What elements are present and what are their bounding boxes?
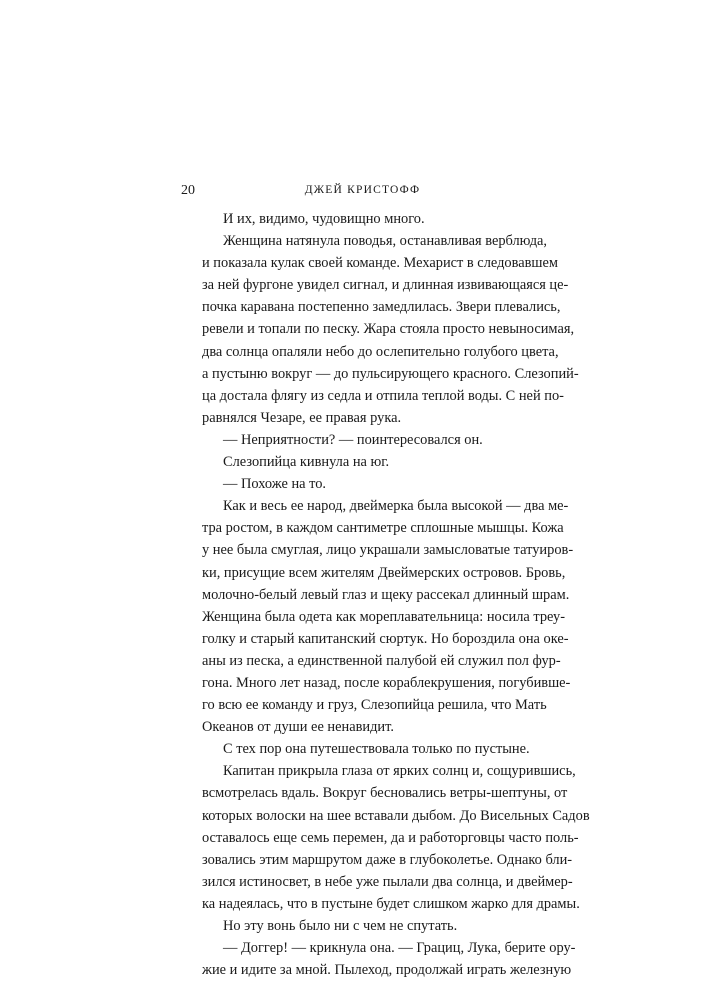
text-line: Но эту вонь было ни с чем не спутать. (223, 918, 458, 934)
paragraph (181, 760, 590, 915)
text-line: го всю ее команду и груз, Слезопийца решила, что Мать (202, 697, 547, 714)
paragraph (181, 208, 544, 230)
text-line: за ней фургоне увидел сигнал, и длинная извивающаяся це- (202, 277, 569, 294)
paragraph (181, 495, 574, 738)
text-line: два солнца опаляли небо до ослепительно голубого цвета, (202, 343, 559, 360)
running-head (181, 183, 544, 203)
text-line: гона. Много лет назад, после кораблекрушения, погубивше- (202, 674, 571, 691)
text-line: а пустыню вокруг — до пульсирующего красного. Слезопий- (202, 365, 579, 382)
text-line: аны из песка, а единственной палубой ей служил пол фур- (202, 652, 561, 669)
text-line: — Похоже на то. (223, 476, 327, 493)
text-line: жие и идите за мной. Пылеход, продолжай играть железную (202, 962, 572, 979)
paragraph (181, 915, 544, 937)
text-line: Как и весь ее народ, двеймерка была высокой — два ме- (223, 498, 569, 515)
paragraph (181, 429, 544, 451)
paragraph (181, 230, 579, 429)
text-line: — Доггер! — крикнула она. — Грациц, Лука, берите ору- (223, 940, 576, 957)
text-line: оставалось еще семь перемен, да и работорговцы часто поль- (202, 829, 579, 846)
text-line: ка надеялась, что в пустыне будет слишком жарко для драмы. (202, 895, 580, 912)
text-line: С тех пор она путешествовала только по пустыне. (223, 741, 530, 758)
text-line: Слезопийца кивнула на юг. (223, 454, 390, 471)
text-line: равнялся Чезаре, ее правая рука. (202, 409, 402, 426)
text-line: — Неприятности? — поинтересовался он. (223, 431, 483, 448)
text-line: почка каравана постепенно замедлилась. Звери плевались, (202, 299, 561, 316)
body-text (181, 208, 590, 981)
text-line: ца достала флягу из седла и отпила теплой воды. С ней по- (202, 387, 564, 404)
text-line: молочно-белый левый глаз и щеку рассекал длинный шрам. (202, 586, 570, 603)
text-line: всмотрелась вдаль. Вокруг бесновались ветры-шептуны, от (202, 785, 568, 802)
paragraph (181, 473, 544, 495)
paragraph (181, 937, 576, 981)
paragraph (181, 738, 544, 760)
text-line: ки, присущие всем жителям Двеймерских островов. Бровь, (202, 564, 566, 581)
text-line: голку и старый капитанский сюртук. Но бороздила она оке- (202, 630, 569, 647)
text-line: и показала кулак своей команде. Мехарист в следовавшем (202, 255, 558, 272)
paragraph (181, 451, 544, 473)
text-line: тра ростом, в каждом сантиметре сплошные мышцы. Кожа (202, 520, 564, 537)
text-line: которых волоски на шее вставали дыбом. До Висельных Садов (202, 807, 590, 824)
text-line: Капитан прикрыла глаза от ярких солнц и, сощурившись, (223, 763, 576, 780)
text-line: зовались этим маршрутом даже в глубоколетье. Однако бли- (202, 851, 573, 868)
text-line: Женщина была одета как мореплавательница: носила треу- (202, 608, 566, 625)
running-head-author: ДЖЕЙ КРИСТОФФ (304, 184, 421, 196)
text-line: ревели и топали по песку. Жара стояла просто невыносимая, (202, 321, 575, 338)
text-line: зился истиносвет, в небе уже пылали два солнца, и двеймер- (202, 873, 573, 890)
text-line: Женщина натянула поводья, останавливая верблюда, (223, 233, 547, 250)
text-line: И их, видимо, чудовищно много. (223, 211, 425, 227)
page-number: 20 (181, 183, 195, 198)
text-line: у нее была смуглая, лицо украшали замысловатые татуиров- (202, 542, 574, 559)
text-line: Океанов от души ее ненавидит. (202, 719, 394, 736)
